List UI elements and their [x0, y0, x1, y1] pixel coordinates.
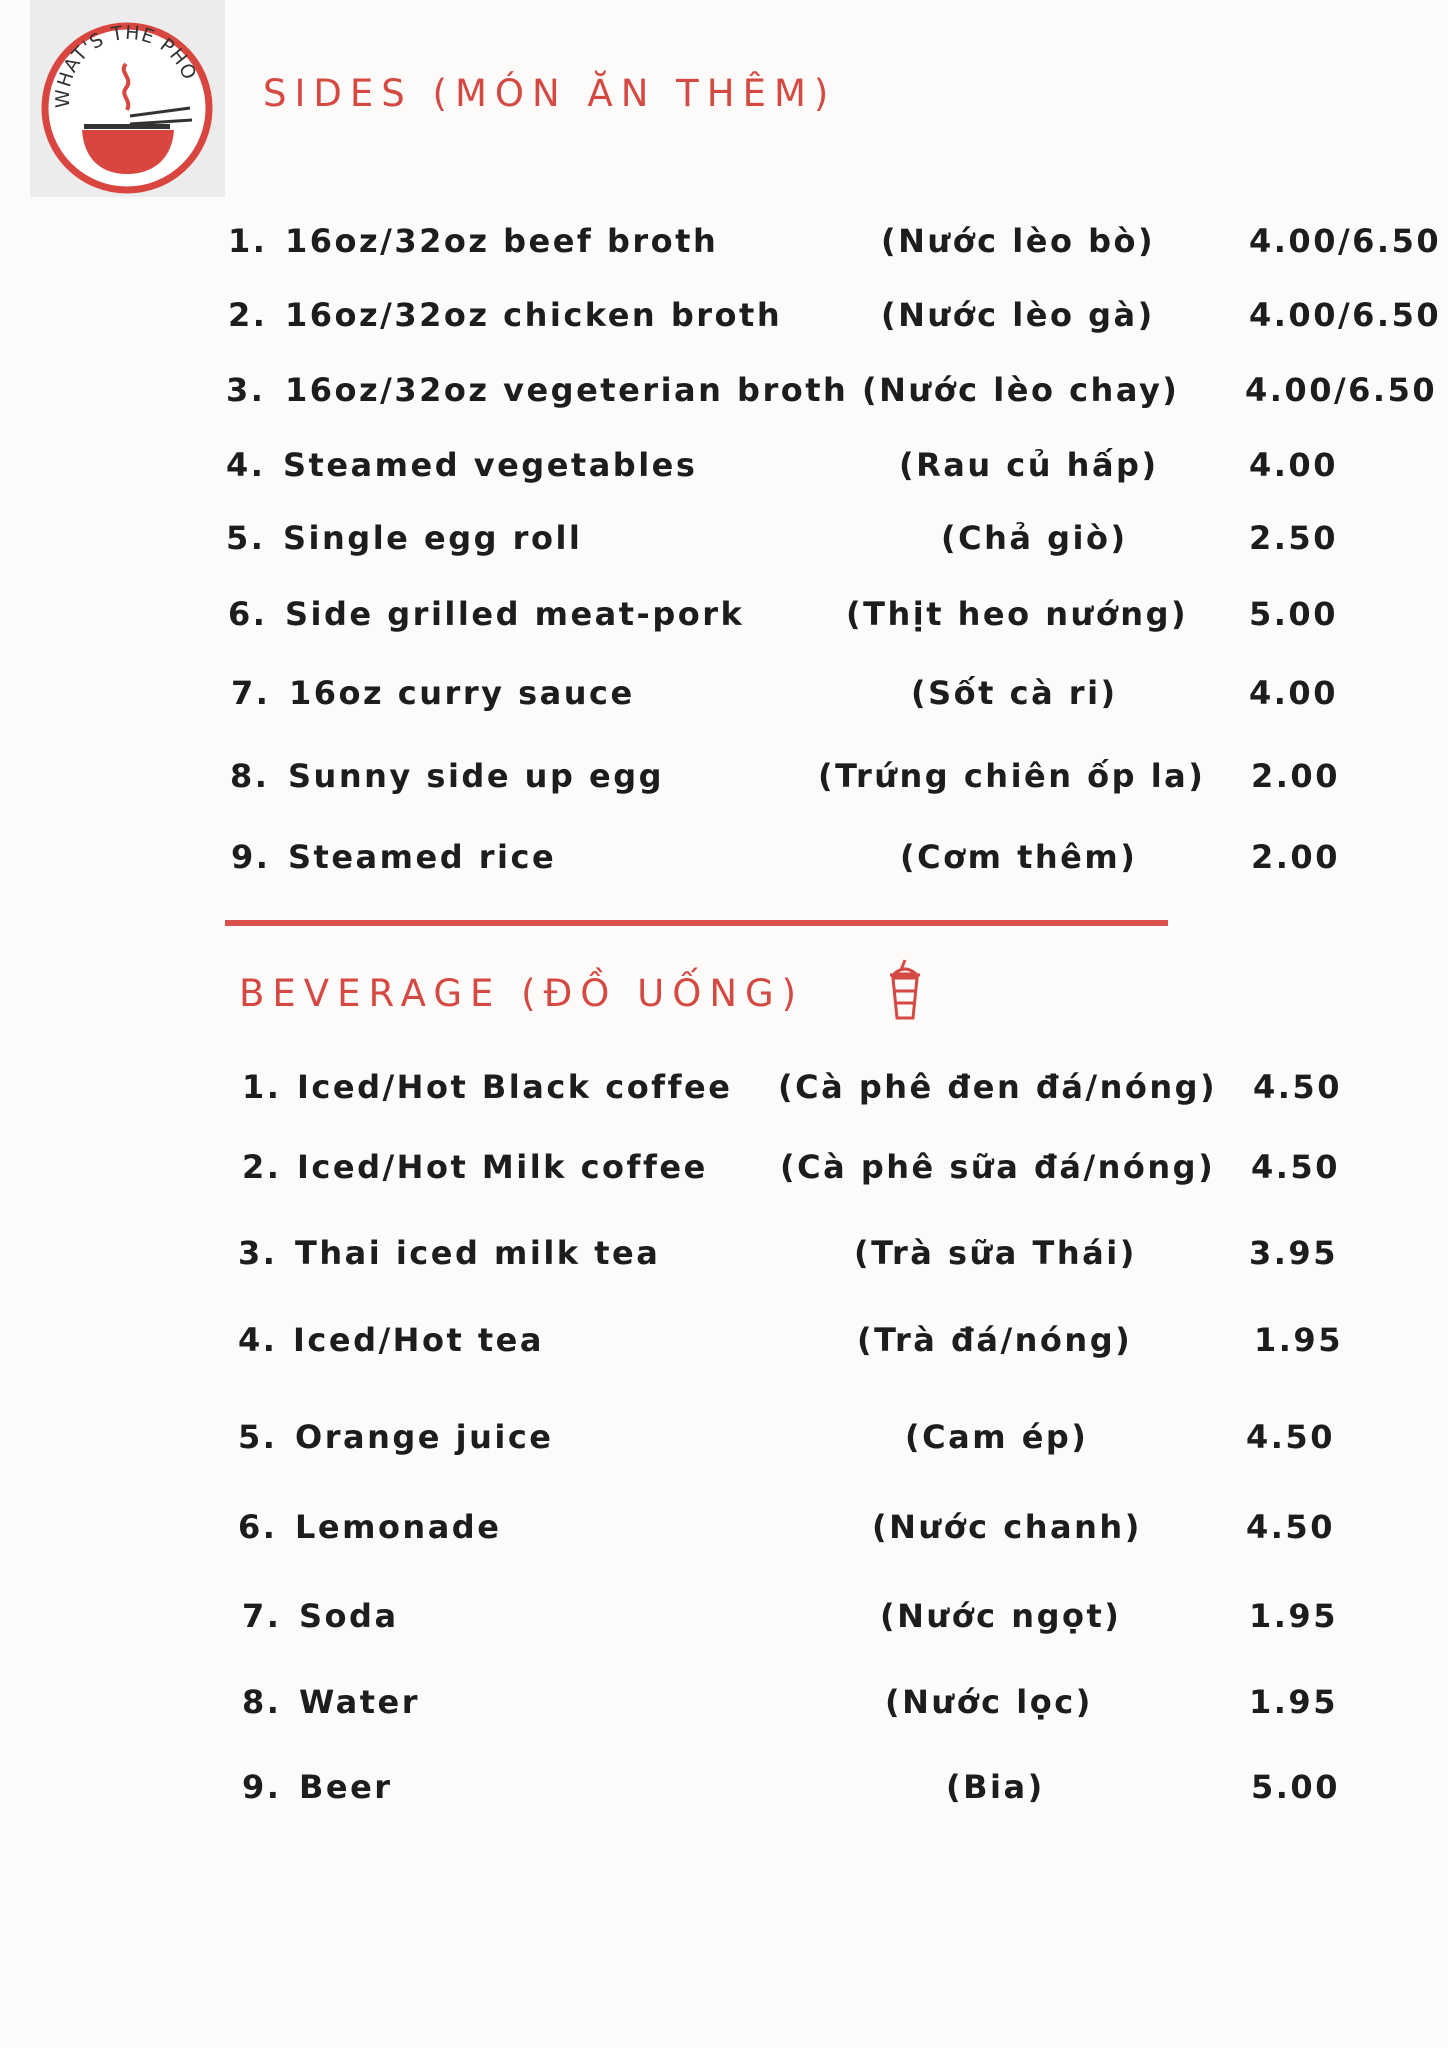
item-vietnamese: (Nước chanh) — [872, 1508, 1142, 1546]
pho-bowl-logo-icon — [30, 0, 225, 197]
item-price: 4.00/6.50 — [1245, 371, 1438, 409]
item-vietnamese: (Cam ép) — [905, 1418, 1089, 1456]
item-price: 4.50 — [1253, 1068, 1342, 1106]
item-number: 1. — [228, 222, 268, 260]
item-number: 5. — [238, 1418, 278, 1456]
item-number: 6. — [228, 595, 268, 633]
item-number: 2. — [242, 1148, 282, 1186]
item-vietnamese: (Bia) — [946, 1768, 1045, 1806]
item-number: 1. — [242, 1068, 282, 1106]
item-name: 16oz/32oz chicken broth — [285, 296, 783, 334]
list-item — [0, 1683, 1448, 1723]
item-vietnamese: (Trứng chiên ốp la) — [818, 757, 1206, 795]
item-name: Steamed rice — [288, 838, 557, 876]
list-item — [0, 1418, 1448, 1458]
list-item — [0, 1768, 1448, 1808]
item-price: 4.00/6.50 — [1249, 296, 1442, 334]
item-vietnamese: (Trà sữa Thái) — [854, 1234, 1137, 1272]
list-item — [0, 838, 1448, 878]
item-price: 4.50 — [1246, 1508, 1335, 1546]
item-name: Side grilled meat-pork — [285, 595, 745, 633]
item-name: Water — [299, 1683, 421, 1721]
item-number: 8. — [242, 1683, 282, 1721]
logo-text: WHAT'S THE PHO — [52, 21, 201, 109]
item-vietnamese: (Trà đá/nóng) — [857, 1321, 1133, 1359]
list-item — [0, 1068, 1448, 1108]
list-item — [0, 674, 1448, 714]
item-price: 4.00 — [1249, 674, 1338, 712]
list-item — [0, 222, 1448, 262]
item-price: 4.50 — [1246, 1418, 1335, 1456]
item-name: Iced/Hot tea — [293, 1321, 544, 1359]
item-vietnamese: (Sốt cà ri) — [911, 674, 1118, 712]
item-price: 1.95 — [1254, 1321, 1343, 1359]
list-item — [0, 296, 1448, 336]
logo — [30, 0, 225, 197]
item-price: 5.00 — [1249, 595, 1338, 633]
item-price: 1.95 — [1249, 1683, 1338, 1721]
item-name: 16oz/32oz beef broth — [285, 222, 719, 260]
item-number: 4. — [226, 446, 266, 484]
list-item — [0, 1597, 1448, 1637]
item-number: 9. — [242, 1768, 282, 1806]
drink-cup-icon — [884, 958, 926, 1022]
list-item — [0, 519, 1448, 559]
list-item — [0, 371, 1448, 411]
item-price: 1.95 — [1249, 1597, 1338, 1635]
item-vietnamese: (Cơm thêm) — [900, 838, 1138, 876]
item-name: Lemonade — [295, 1508, 502, 1546]
item-number: 9. — [231, 838, 271, 876]
item-number: 8. — [230, 757, 270, 795]
item-vietnamese: (Nước lọc) — [885, 1683, 1093, 1721]
item-vietnamese: (Cà phê đen đá/nóng) — [778, 1068, 1218, 1106]
item-name: Orange juice — [295, 1418, 554, 1456]
item-number: 3. — [238, 1234, 278, 1272]
item-name: Beer — [299, 1768, 393, 1806]
item-vietnamese: (Chả giò) — [941, 519, 1128, 557]
item-name: 16oz curry sauce — [289, 674, 635, 712]
item-name: 16oz/32oz vegeterian broth — [285, 371, 849, 409]
item-vietnamese: (Cà phê sữa đá/nóng) — [780, 1148, 1216, 1186]
list-item — [0, 757, 1448, 797]
item-price: 5.00 — [1251, 1768, 1340, 1806]
section-divider — [225, 920, 1168, 926]
list-item — [0, 446, 1448, 486]
item-number: 2. — [228, 296, 268, 334]
item-name: Iced/Hot Milk coffee — [297, 1148, 708, 1186]
item-number: 4. — [238, 1321, 278, 1359]
item-name: Soda — [299, 1597, 399, 1635]
list-item — [0, 1321, 1448, 1361]
item-price: 2.00 — [1251, 838, 1340, 876]
sides-title: SIDES (MÓN ĂN THÊM) — [263, 72, 837, 115]
item-vietnamese: (Nước lèo gà) — [881, 296, 1155, 334]
list-item — [0, 595, 1448, 635]
list-item — [0, 1148, 1448, 1188]
item-vietnamese: (Nước ngọt) — [880, 1597, 1122, 1635]
item-price: 3.95 — [1249, 1234, 1338, 1272]
list-item — [0, 1508, 1448, 1548]
item-price: 4.00 — [1249, 446, 1338, 484]
item-name: Sunny side up egg — [288, 757, 664, 795]
item-name: Iced/Hot Black coffee — [297, 1068, 733, 1106]
item-name: Thai iced milk tea — [295, 1234, 661, 1272]
item-price: 4.50 — [1251, 1148, 1340, 1186]
item-name: Single egg roll — [283, 519, 583, 557]
item-number: 7. — [231, 674, 271, 712]
item-vietnamese: (Nước lèo bò) — [881, 222, 1156, 260]
item-number: 6. — [238, 1508, 278, 1546]
item-price: 4.00/6.50 — [1249, 222, 1442, 260]
item-number: 5. — [226, 519, 266, 557]
item-vietnamese: (Nước lèo chay) — [862, 371, 1180, 409]
item-vietnamese: (Rau củ hấp) — [899, 446, 1159, 484]
item-vietnamese: (Thịt heo nướng) — [846, 595, 1189, 633]
item-number: 3. — [226, 371, 266, 409]
item-number: 7. — [242, 1597, 282, 1635]
item-price: 2.00 — [1251, 757, 1340, 795]
list-item — [0, 1234, 1448, 1274]
item-price: 2.50 — [1249, 519, 1338, 557]
item-name: Steamed vegetables — [283, 446, 698, 484]
beverage-title: BEVERAGE (ĐỒ UỐNG) — [239, 972, 805, 1015]
